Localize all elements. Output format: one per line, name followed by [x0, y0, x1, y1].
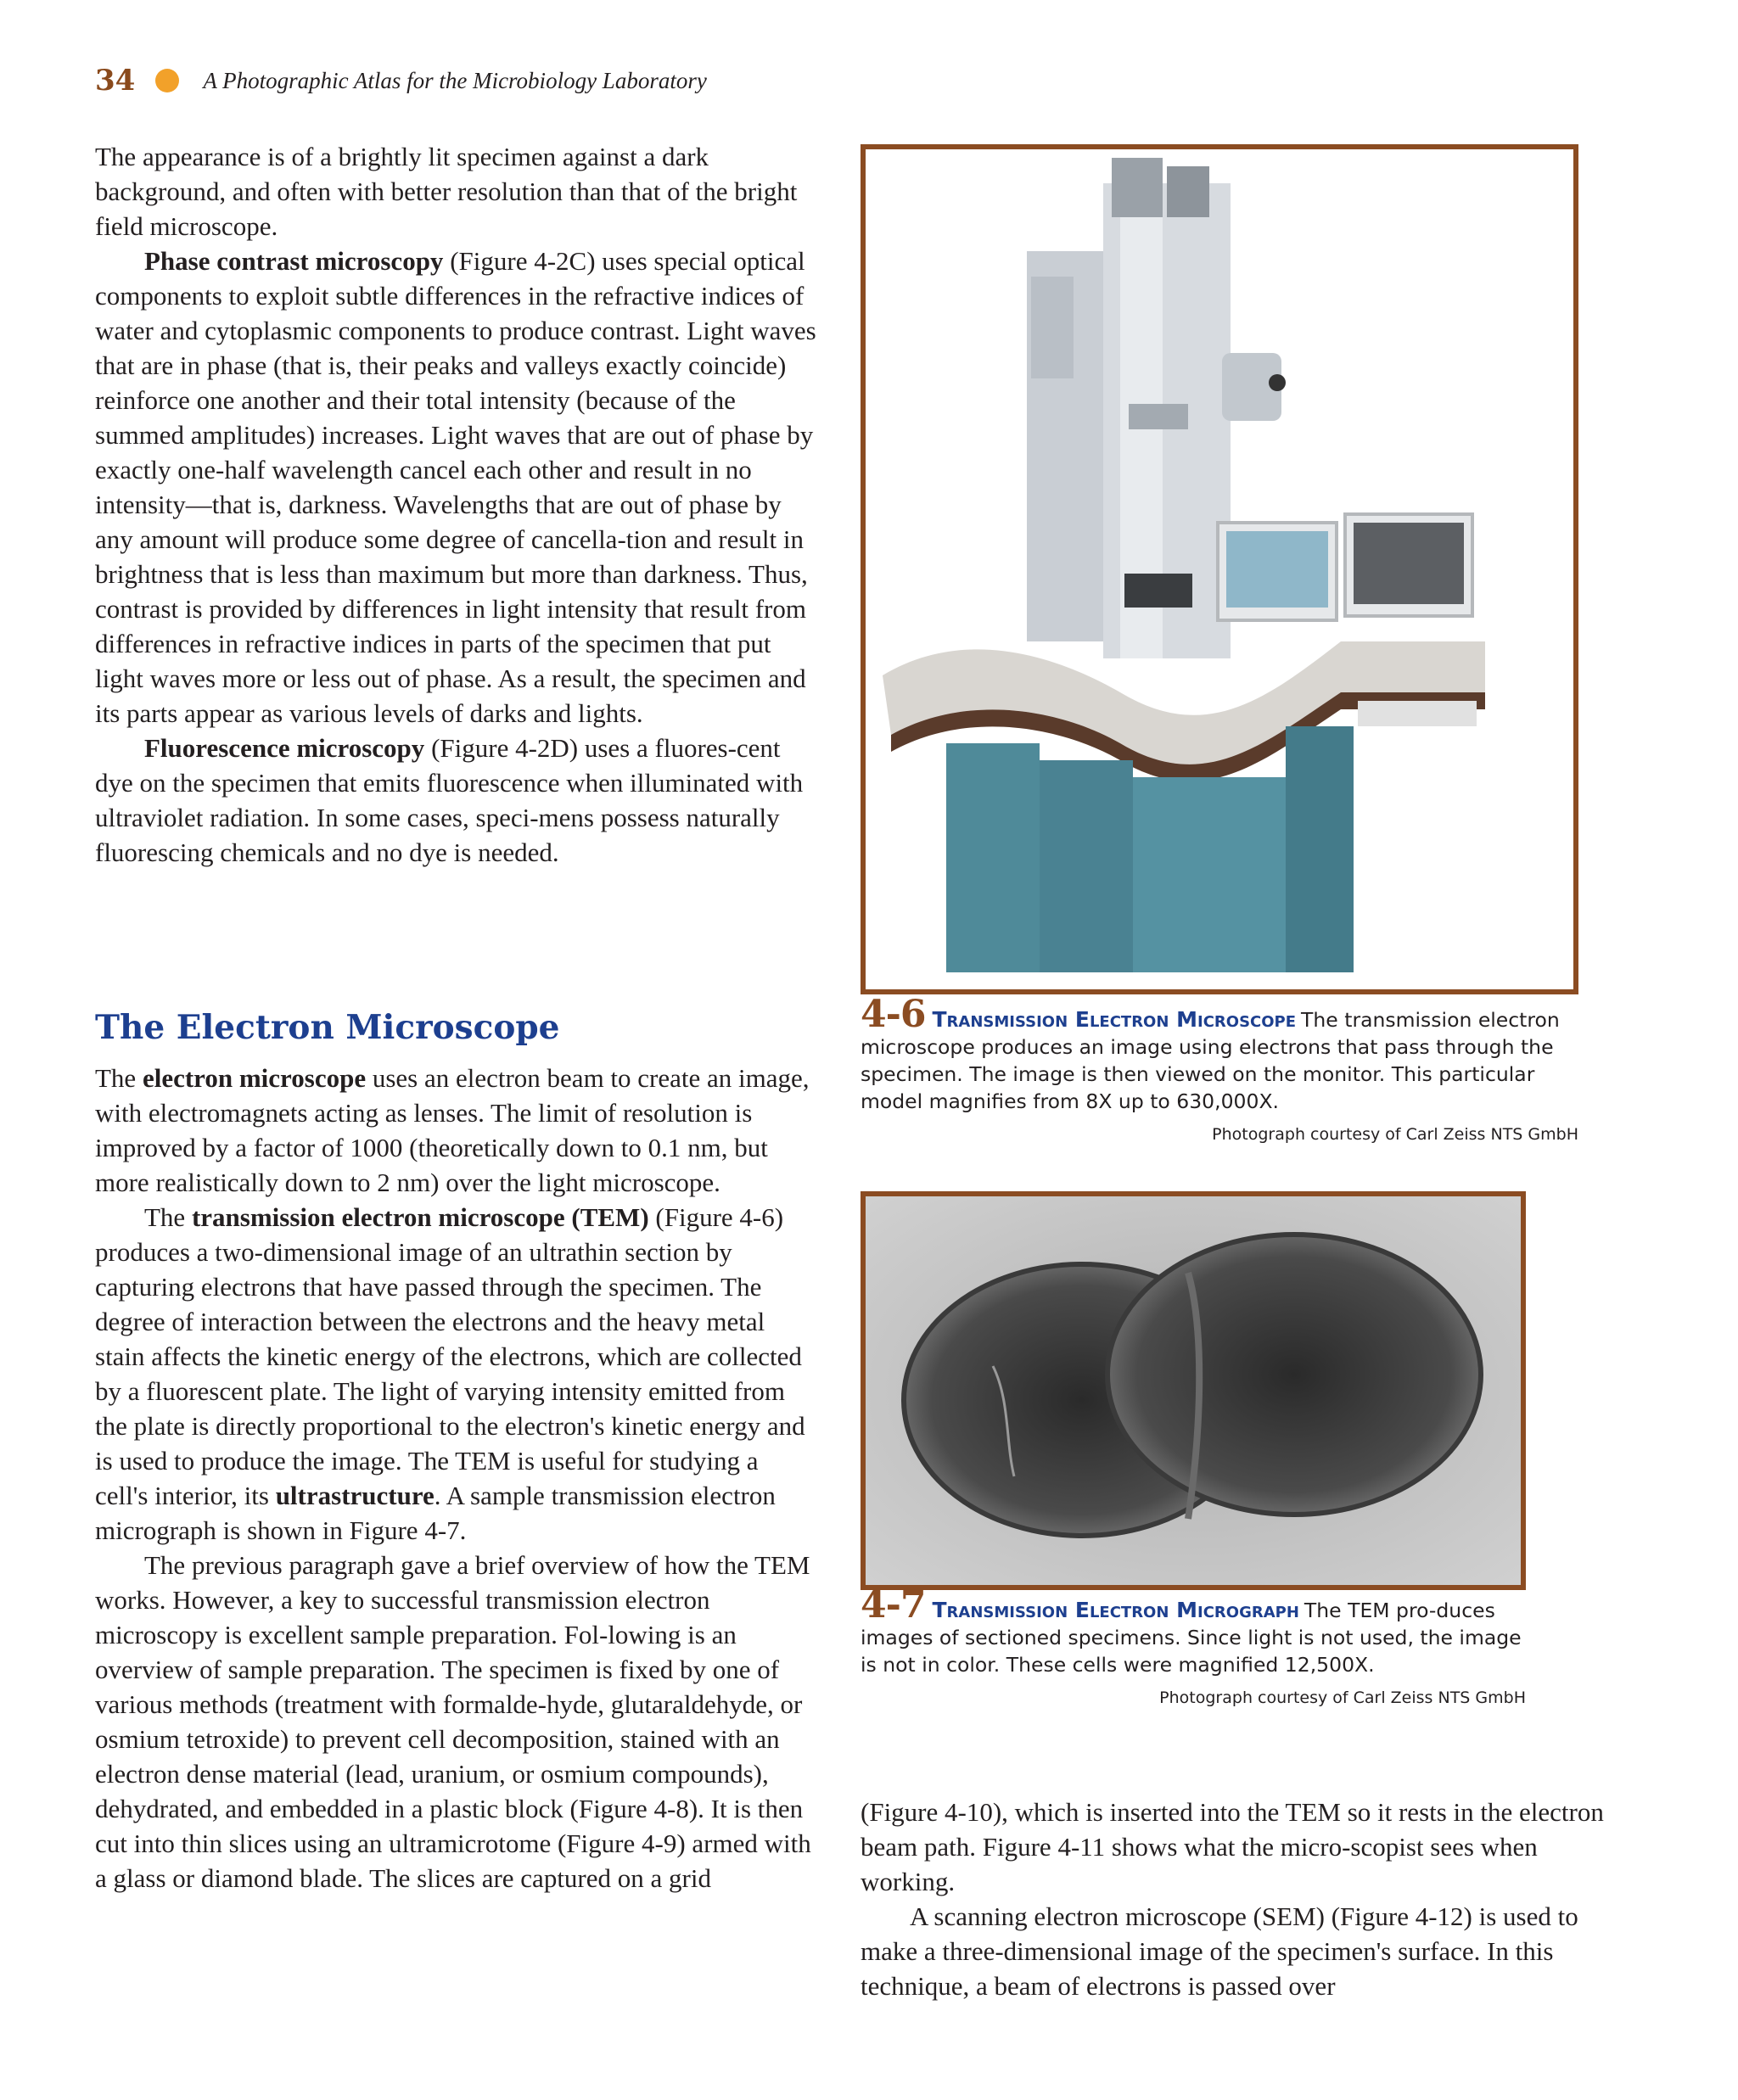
header-bullet-icon: [155, 69, 179, 92]
term-electron-microscope: electron microscope: [142, 1063, 367, 1093]
figure-number: 4-6: [861, 993, 926, 1036]
page-number: 34: [95, 64, 136, 98]
figure-4-7-credit: Photograph courtesy of Carl Zeiss NTS GmbH: [1159, 1688, 1526, 1707]
term-phase-contrast: Phase contrast microscopy: [144, 246, 444, 276]
left-column-bottom: [95, 1061, 816, 1896]
running-header: [95, 59, 707, 102]
running-title: A Photographic Atlas for the Microbiology Laboratory: [203, 67, 707, 93]
figure-4-7-caption: [861, 1583, 1526, 1678]
section-heading: The Electron Microscope: [95, 1008, 560, 1047]
paragraph-sem: A scanning electron microscope (SEM) (Figure 4-12) is used to make a three-dimensional image of the specimen's surface. In this technique, a beam of electrons is passed over: [861, 1901, 1578, 2001]
figure-title: Transmission Electron Microscope: [932, 1007, 1297, 1032]
term-tem: transmission electron microscope (TEM): [191, 1202, 649, 1232]
paragraph: (Figure 4-10), which is inserted into the TEM so it rests in the electron beam path. Figure 4-11 shows what the micro-scopist sees when working.: [861, 1797, 1604, 1896]
figure-4-6-credit: Photograph courtesy of Carl Zeiss NTS GmbH: [1212, 1125, 1578, 1144]
paragraph-fluorescence: Fluorescence microscopy (Figure 4-2D) uses a fluores-cent dye on the specimen that emits fluorescence when illuminated with ultraviolet radiation. In some cases, speci-mens possess naturally fluorescing chemicals and no dye is needed.: [95, 733, 804, 867]
paragraph-tem: The transmission electron microscope (TEM) (Figure 4-6) produces a two-dimensional image of an ultrathin section by capturing electrons that have passed through the specimen. The degree of interaction between the electrons and the heavy metal stain affects the kinetic energy of the electrons, which are collected by a fluorescent plate. The light of varying intensity emitted from the plate is directly proportional to the electron's kinetic energy and is used to produce the image. The TEM is useful for studying a cell's interior, its ultrastructure. A sample transmission electron micrograph is shown in Figure 4-7.: [95, 1202, 805, 1545]
figure-4-7-photo: [861, 1191, 1526, 1590]
tem-instrument-image: [866, 149, 1573, 989]
figure-4-6-caption: [861, 993, 1578, 1115]
figure-title: Transmission Electron Micrograph: [932, 1598, 1299, 1622]
figure-caption-text: The transmission electron microscope produces an image using electrons that pass through the specimen. The image is then viewed on the monitor. This particular model magnifies from 8X up to 630,000X.: [861, 1008, 1560, 1113]
figure-4-6-photo: [861, 144, 1578, 994]
term-ultrastructure: ultrastructure: [275, 1481, 434, 1510]
figure-number: 4-7: [861, 1583, 926, 1627]
tem-micrograph-image: [866, 1196, 1521, 1585]
paragraph-phase-contrast: Phase contrast microscopy (Figure 4-2C) uses special optical components to exploit subtle differences in the refractive indices of water and cytoplasmic components to produce contrast. Light waves that are in phase (that is, their peaks and valleys exactly coincide) reinforce one another and their total intensity (because of the summed amplitudes) increases. Light waves that are out of phase by exactly one-half wavelength cancel each other and result in no intensity—that is, darkness. Wavelengths that are out of phase by any amount will produce some degree of cancella-tion and result in brightness that is less than maximum but more than darkness. Thus, contrast is provided by differences in light intensity that result from differences in refractive indices in parts of the specimen that put light waves more or less out of phase. As a result, the specimen and its parts appear as various levels of darks and lights.: [95, 246, 816, 728]
right-column: [861, 1795, 1607, 2003]
figure-caption-text: The TEM pro-duces images of sectioned specimens. Since light is not used, the image is not in color. These cells were magnified 12,500X.: [861, 1599, 1522, 1677]
paragraph-sample-prep: The previous paragraph gave a brief overview of how the TEM works. However, a key to successful transmission electron microscopy is excellent sample preparation. Fol-lowing is an overview of sample preparation. The specimen is fixed by one of various methods (treatment with formalde-hyde, glutaraldehyde, or osmium tetroxide) to prevent cell decomposition, stained with an electron dense material (lead, uranium, or osmium compounds), dehydrated, and embedded in a plastic block (Figure 4-8). It is then cut into thin slices using an ultramicrotome (Figure 4-9) armed with a glass or diamond blade. The slices are captured on a grid: [95, 1550, 811, 1893]
paragraph-electron-microscope: The electron microscope uses an electron beam to create an image, with electromagnets acting as lenses. The limit of resolution is improved by a factor of 1000 (theoretically down to 0.1 nm, but more realistically down to 2 nm) over the light microscope.: [95, 1063, 810, 1197]
paragraph: The appearance is of a brightly lit specimen against a dark background, and often with better resolution than that of the bright field microscope.: [95, 142, 798, 241]
term-fluorescence: Fluorescence microscopy: [144, 733, 425, 763]
left-column-top: [95, 139, 816, 870]
